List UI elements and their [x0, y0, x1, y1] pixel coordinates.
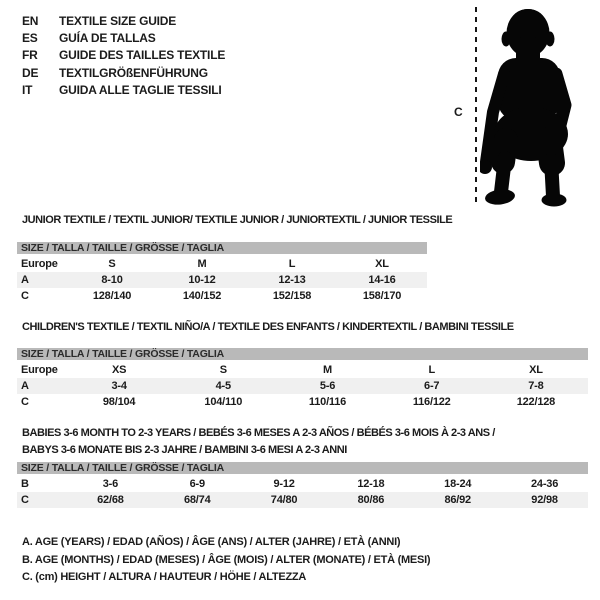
table-cell: S: [219, 364, 227, 376]
table-cell: 4-5: [215, 380, 231, 392]
language-title-list: [22, 13, 225, 99]
table-cell: 5-6: [319, 380, 336, 392]
row-label: A: [21, 380, 29, 392]
row-label: Europe: [21, 258, 58, 270]
lang-row-it: [22, 82, 225, 99]
table-cell: 104/110: [204, 396, 243, 408]
lang-title: GUÍA DE TALLAS: [59, 31, 156, 46]
row-label: Europe: [21, 364, 58, 376]
table-cell: 6-7: [424, 380, 440, 392]
babies-section-title-line1: BABIES 3-6 MONTH TO 2-3 YEARS / BEBÉS 3-6 MESES A 2-3 AÑOS / BÉBÉS 3-6 MOIS À 2-3 ANS /: [22, 427, 495, 439]
table-cell: 68/74: [183, 494, 211, 506]
lang-row-es: [22, 30, 225, 47]
table-cell: S: [108, 258, 116, 270]
table-row-height: [17, 492, 588, 508]
lang-code: FR: [22, 48, 38, 63]
table-row-europe: [17, 362, 588, 378]
table-cell: 158/170: [362, 290, 402, 302]
table-row-height: [17, 288, 427, 304]
footnote-age-years: A. AGE (YEARS) / EDAD (AÑOS) / ÂGE (ANS) / ALTER (JAHRE) / ETÀ (ANNI): [22, 536, 401, 548]
row-label: A: [21, 274, 29, 286]
table-cell: XL: [529, 364, 543, 376]
table-cell: 152/158: [272, 290, 312, 302]
row-label: C: [21, 396, 29, 408]
table-cell: 110/116: [308, 396, 347, 408]
table-row-age: [17, 378, 588, 394]
lang-row-fr: [22, 47, 225, 64]
babies-section-title-line2: BABYS 3-6 MONATE BIS 2-3 JAHRE / BAMBINI 3-6 MESI A 2-3 ANNI: [22, 444, 347, 456]
size-header-bar: SIZE / TALLA / TAILLE / GRÖSSE / TAGLIA: [17, 242, 427, 254]
toddler-silhouette-image: [480, 5, 580, 210]
table-cell: 74/80: [270, 494, 298, 506]
lang-code: EN: [22, 14, 39, 28]
children-size-table: [17, 348, 588, 410]
table-cell: 3-6: [102, 478, 119, 490]
lang-title: TEXTILE SIZE GUIDE: [59, 14, 177, 28]
table-cell: 116/122: [412, 396, 451, 408]
table-cell: 3-4: [111, 380, 127, 392]
table-cell: L: [428, 364, 435, 376]
table-cell: 98/104: [102, 396, 136, 408]
height-measure-dashed-line: [475, 7, 477, 205]
table-row-height: [17, 394, 588, 410]
table-cell: 80/86: [357, 494, 385, 506]
table-cell: M: [323, 364, 332, 376]
babies-size-table: [17, 462, 588, 508]
table-cell: 62/68: [97, 494, 124, 506]
legend-footnotes: [22, 534, 430, 587]
row-label: C: [21, 290, 29, 302]
size-header-bar: SIZE / TALLA / TAILLE / GRÖSSE / TAGLIA: [17, 348, 588, 360]
lang-title: GUIDE DES TAILLES TEXTILE: [59, 48, 226, 63]
table-cell: 10-12: [188, 274, 216, 286]
lang-row-en: [22, 13, 225, 30]
footnote-age-months: B. AGE (MONTHS) / EDAD (MESES) / ÂGE (MOIS) / ALTER (MONATE) / ETÀ (MESI): [22, 553, 431, 566]
lang-title: GUIDA ALLE TAGLIE TESSILI: [59, 82, 222, 97]
lang-code: IT: [22, 82, 33, 97]
row-label: C: [21, 494, 29, 506]
table-cell: 12-18: [357, 478, 385, 490]
lang-code: ES: [22, 31, 38, 46]
children-section-title: CHILDREN'S TEXTILE / TEXTIL NIÑO/A / TEXTILE DES ENFANTS / KINDERTEXTIL / BAMBINI TESSILE: [22, 321, 514, 333]
junior-section-title: JUNIOR TEXTILE / TEXTIL JUNIOR/ TEXTILE JUNIOR / JUNIORTEXTIL / JUNIOR TESSILE: [22, 214, 453, 226]
table-cell: 12-13: [278, 274, 306, 286]
junior-size-table: [17, 242, 427, 304]
table-cell: 7-8: [528, 380, 544, 392]
lang-row-de: [22, 65, 225, 82]
row-label: B: [21, 478, 29, 490]
table-cell: 18-24: [444, 478, 472, 490]
table-cell: 122/128: [516, 396, 556, 408]
table-cell: 8-10: [101, 274, 123, 286]
table-cell: 140/152: [182, 290, 222, 302]
table-cell: 92/98: [531, 494, 558, 506]
table-cell: M: [197, 258, 207, 270]
size-header-bar: SIZE / TALLA / TAILLE / GRÖSSE / TAGLIA: [17, 462, 588, 474]
footnote-height: C. (cm) HEIGHT / ALTURA / HAUTEUR / HÖHE / ALTEZZA: [22, 571, 307, 584]
table-cell: 24-36: [530, 478, 559, 490]
table-cell: XL: [375, 258, 389, 270]
table-cell: 9-12: [273, 478, 295, 490]
table-cell: 14-16: [368, 274, 396, 286]
table-row-age: [17, 272, 427, 288]
table-cell: 86/92: [444, 494, 471, 506]
lang-title: TEXTILGRÖßENFÜHRUNG: [59, 65, 208, 80]
table-cell: L: [288, 258, 296, 270]
table-row-europe: [17, 256, 427, 272]
table-cell: 128/140: [92, 290, 132, 302]
table-cell: XS: [111, 364, 127, 376]
height-measure-label: C: [454, 105, 463, 119]
table-row-age-months: [17, 476, 588, 492]
table-cell: 6-9: [189, 478, 205, 490]
lang-code: DE: [22, 65, 39, 80]
